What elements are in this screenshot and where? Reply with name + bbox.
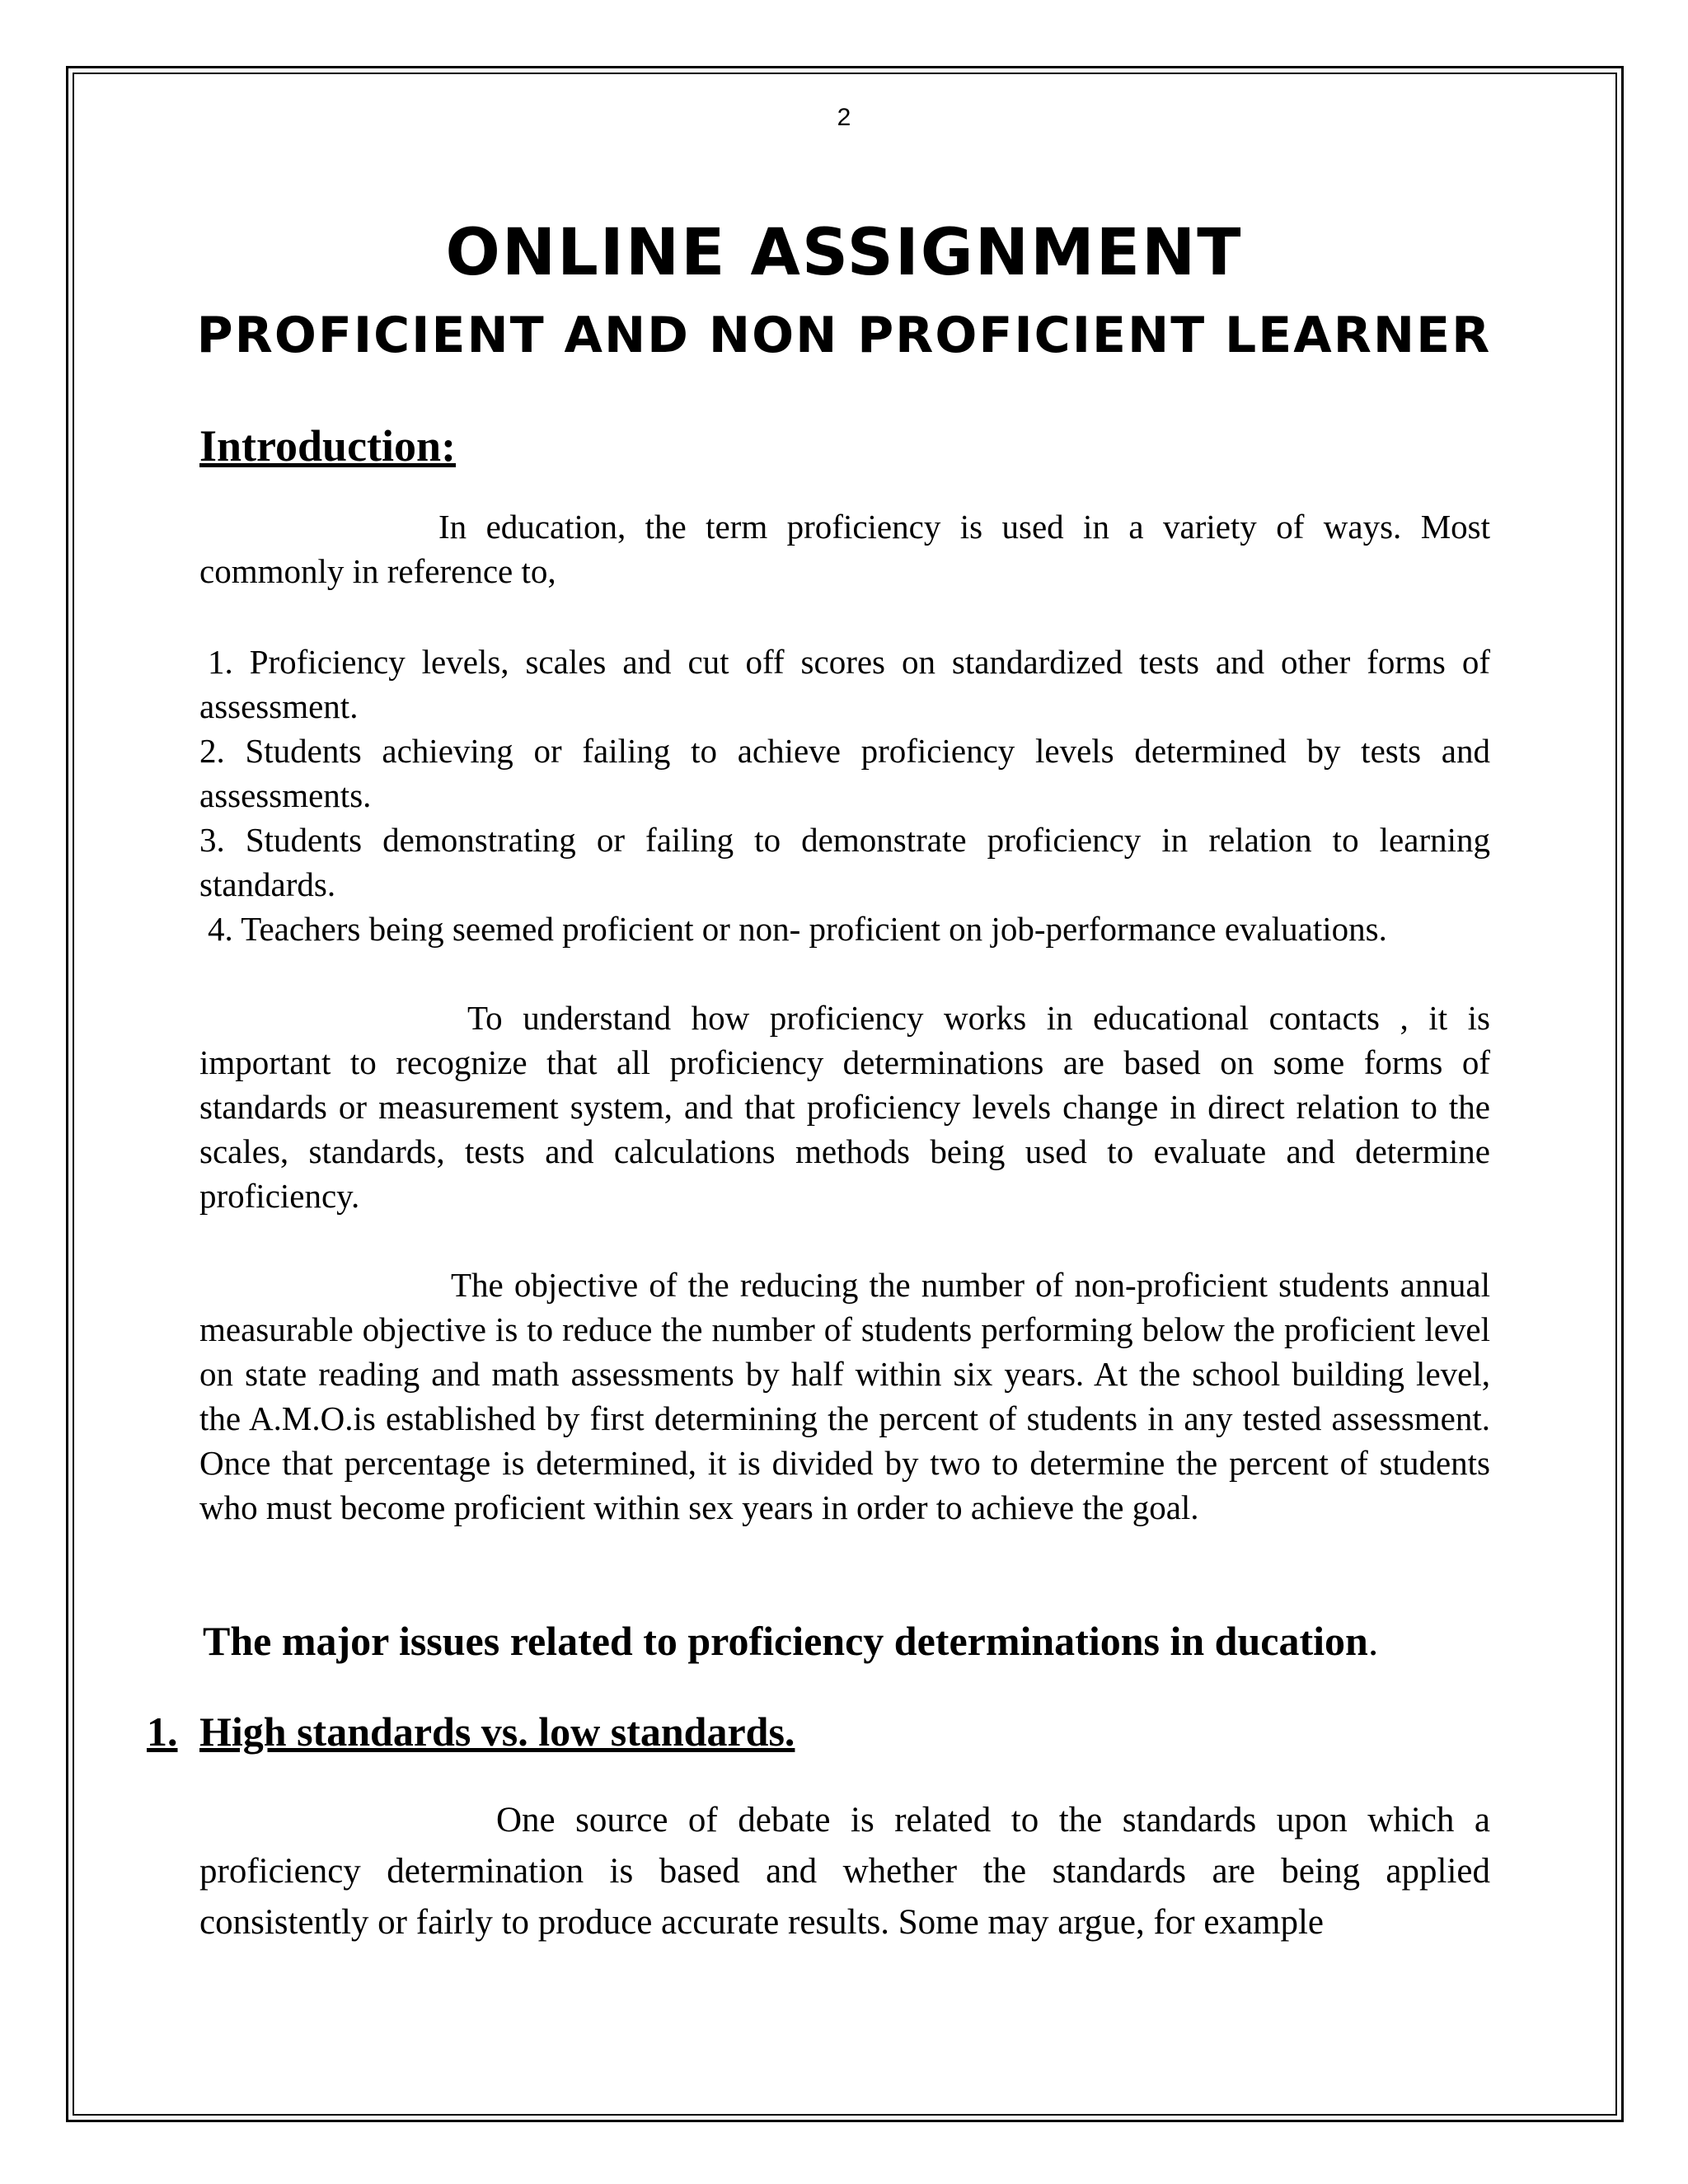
intro-paragraph-3-text: The objective of the reducing the number of non-proficient students annual measurable objective is to reduce the number of students performing below the proficient level on state reading and math assessments by half within six years. At the school building level, the A.M.O.is established by first determining the percent of students in any tested assessment. Once that percentage is determined, it is divided by two to determine the percent of students who must become proficient within sex years in order to achieve the goal. [199, 1266, 1490, 1526]
list-item: 1. Proficiency levels, scales and cut off scores on standardized tests and other forms of assessment. [199, 643, 1490, 725]
issue-1-paragraph: One source of debate is related to the standards upon which a proficiency determination is based and whether the standards are being applied consistently or fairly to produce accurate results. Some may argue, for example [199, 1801, 1490, 1942]
issue-1-number: 1. [147, 1708, 178, 1755]
proficiency-list [199, 640, 1490, 951]
intro-paragraph-1 [199, 504, 1490, 593]
document-title: ONLINE ASSIGNMENT [445, 216, 1243, 290]
issue-1-label: High standards vs. low standards. [199, 1708, 795, 1755]
intro-paragraph-1-text: In education, the term proficiency is used in a variety of ways. Most commonly in reference to, [199, 508, 1490, 590]
issues-heading-period: . [1367, 1618, 1379, 1664]
list-item: 3. Students demonstrating or failing to demonstrate proficiency in relation to learning standards. [199, 821, 1490, 903]
intro-paragraph-2-text: To understand how proficiency works in educational contacts , it is important to recognize that all proficiency determinations are based on some forms of standards or measurement system, and that proficiency levels change in direct relation to the scales, standards, tests and calculations methods being used to evaluate and determine proficiency. [199, 999, 1490, 1215]
intro-paragraph-3 [199, 1263, 1490, 1530]
introduction-heading: Introduction: [199, 421, 457, 471]
issues-heading-text: The major issues related to proficiency determinations in ducation [203, 1618, 1368, 1664]
intro-paragraph-2 [199, 996, 1490, 1218]
list-item: 2. Students achieving or failing to achieve proficiency levels determined by tests and assessments. [199, 732, 1490, 814]
issues-heading [203, 1617, 1489, 1665]
page-number: 2 [837, 104, 851, 131]
document-subtitle: PROFICIENT AND NON PROFICIENT LEARNER [196, 307, 1492, 364]
list-item: 4. Teachers being seemed proficient or non- proficient on job-performance evaluations. [208, 910, 1387, 948]
issue-1-heading [147, 1708, 795, 1755]
